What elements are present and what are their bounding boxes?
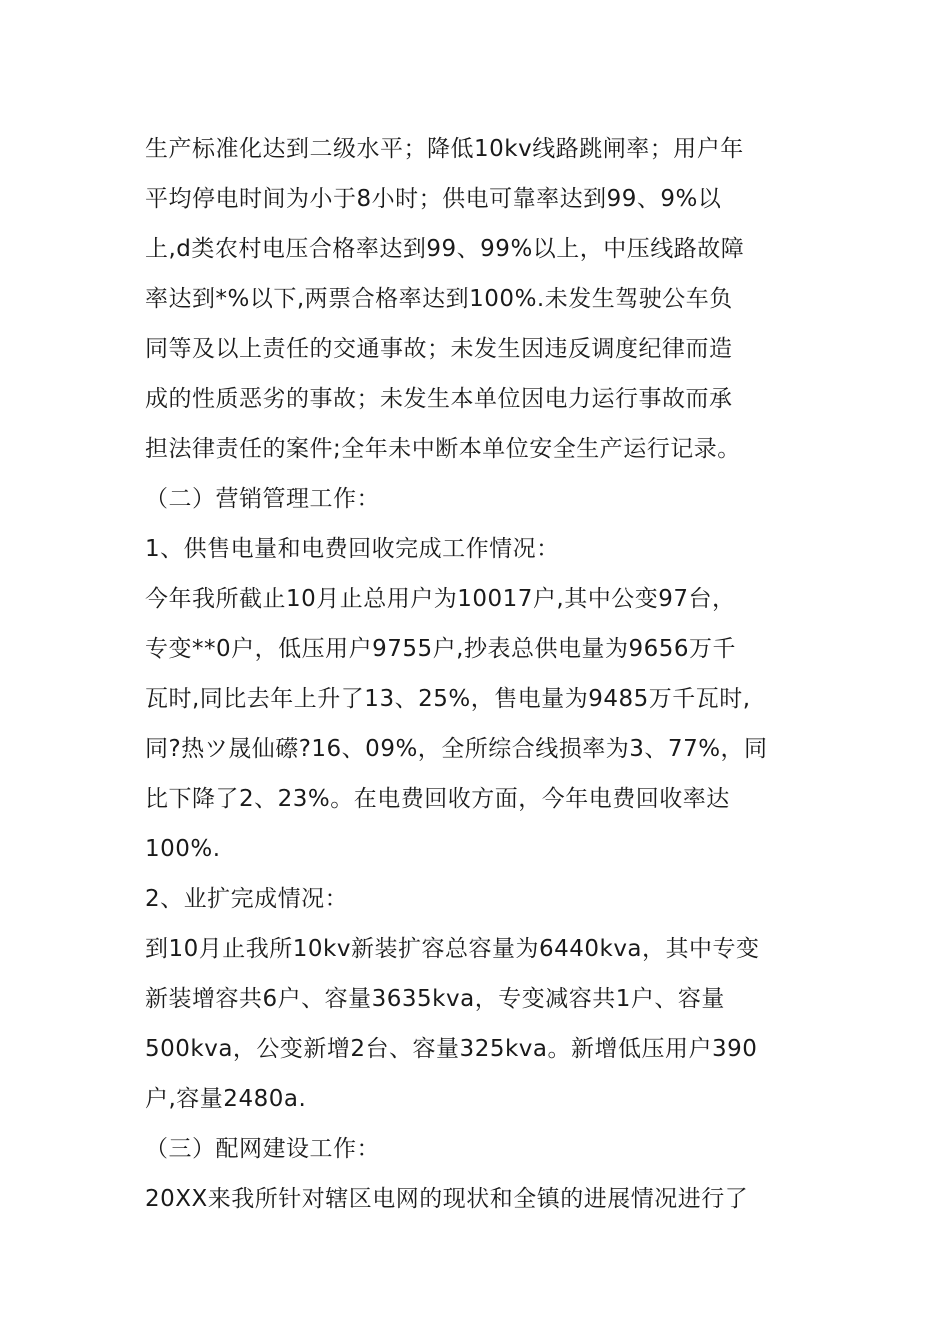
text-line: 同?热ツ晟仙礤?16、09%，全所综合线损率为3、77%，同 [145,736,768,762]
text-line: 500kva，公变新增2台、容量325kva。新增低压用户390 [145,1036,758,1062]
text-line: 同等及以上责任的交通事故；未发生因违反调度纪律而造 [145,336,733,362]
text-line: 100%. [145,836,221,862]
text-line: 专变**0户，低压用户9755户,抄表总供电量为9656万千 [145,636,737,662]
text-line: 20XX来我所针对辖区电网的现状和全镇的进展情况进行了 [145,1186,749,1212]
text-line: 平均停电时间为小于8小时；供电可靠率达到99、9%以 [145,186,722,212]
text-line: 户,容量2480a. [145,1086,307,1112]
text-line: 成的性质恶劣的事故；未发生本单位因电力运行事故而承 [145,386,733,412]
text-line: 担法律责任的案件;全年未中断本单位安全生产运行记录。 [145,436,741,462]
section-heading-marketing: （二）营销管理工作： [145,486,380,512]
text-line: 率达到*%以下,两票合格率达到100%.未发生驾驶公车负 [145,286,733,312]
text-line: 生产标准化达到二级水平；降低10kv线路跳闸率；用户年 [145,136,744,162]
subheading-sales-and-collection: 1、供售电量和电费回收完成工作情况： [145,536,560,562]
text-line: 到10月止我所10kv新装扩容总容量为6440kva，其中专变 [145,936,760,962]
text-line: 今年我所截止10月止总用户为10017户,其中公变97台， [145,586,736,612]
document-body [145,124,805,1224]
text-line: 比下降了2、23%。在电费回收方面，今年电费回收率达 [145,786,730,812]
text-line: 瓦时,同比去年上升了13、25%，售电量为9485万千瓦时, [145,686,751,712]
section-heading-grid-construction: （三）配网建设工作： [145,1136,380,1162]
text-line: 上,d类农村电压合格率达到99、99%以上，中压线路故障 [145,236,745,262]
subheading-business-expansion: 2、业扩完成情况： [145,886,349,912]
text-line: 新装增容共6户、容量3635kva，专变减容共1户、容量 [145,986,725,1012]
